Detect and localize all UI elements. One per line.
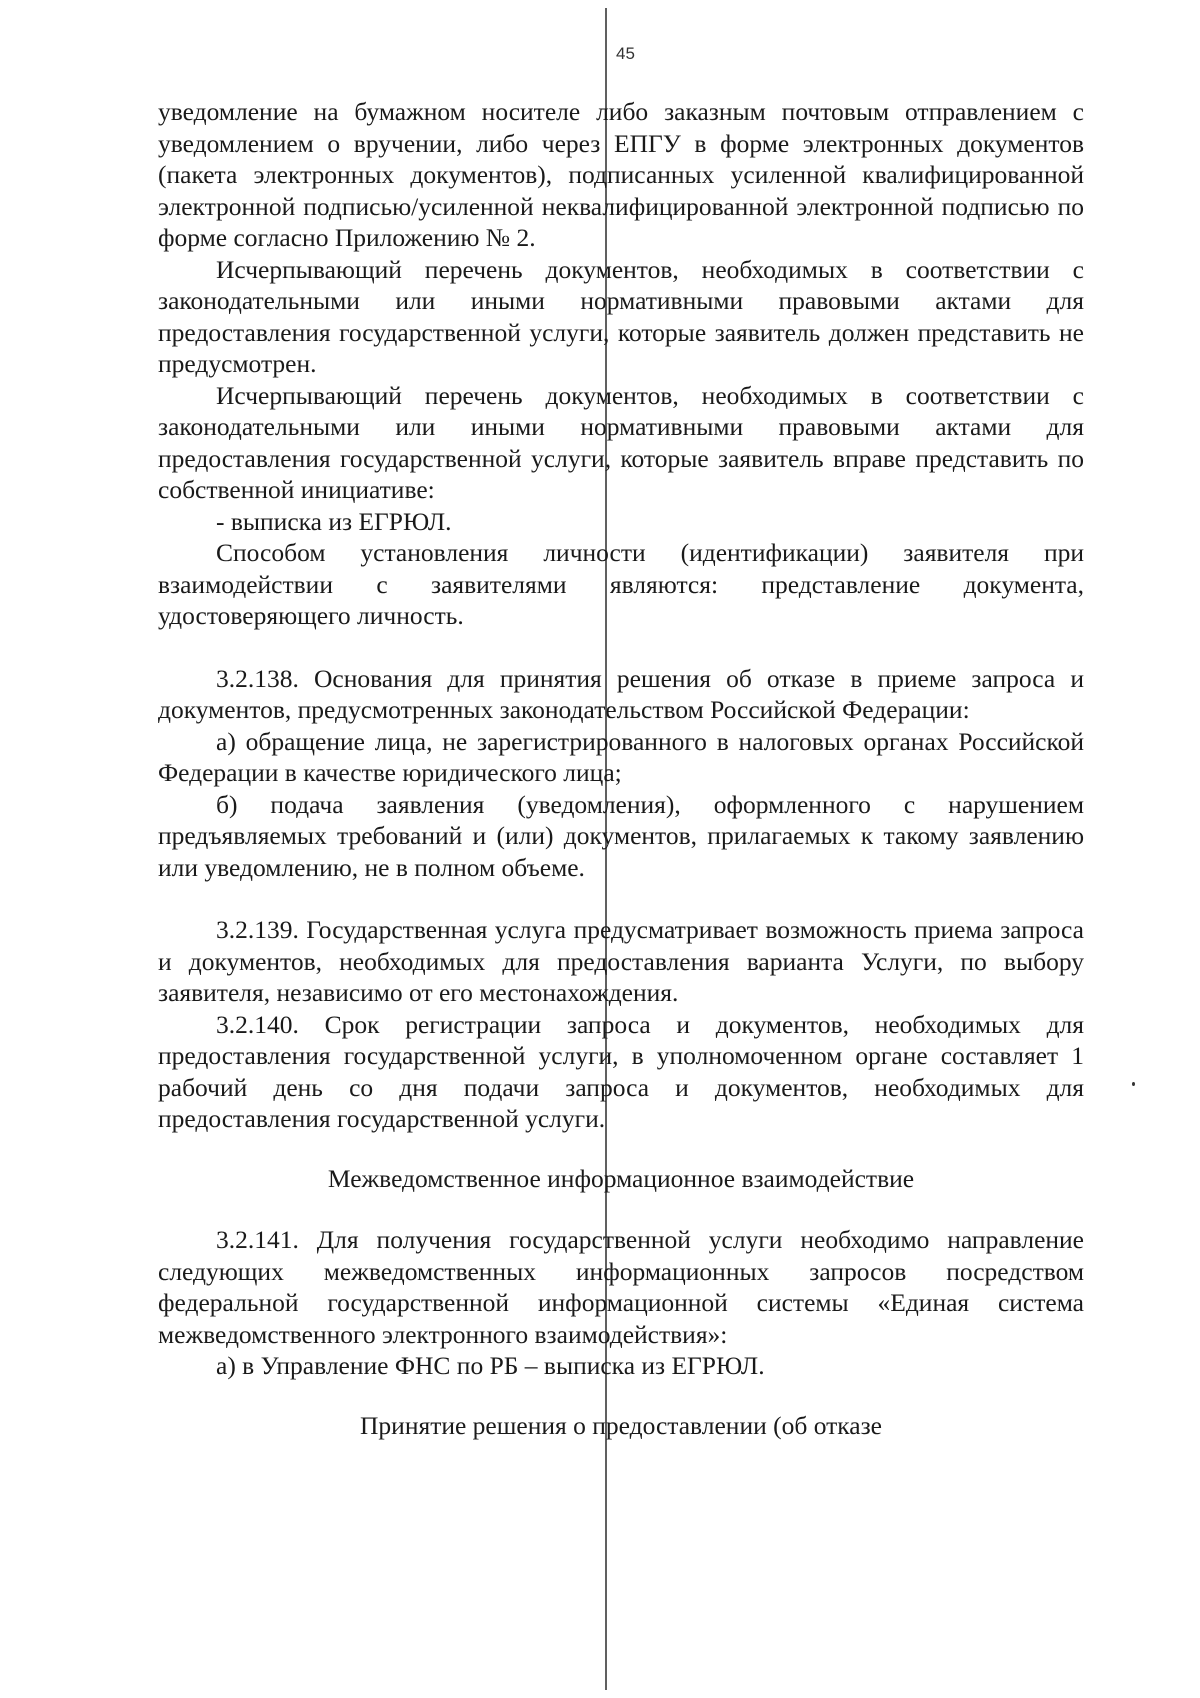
paragraph-3-2-141: 3.2.141. Для получения государственной услуги необходимо направление следующих межведомственных информационных запросов посредством федеральной государственной информационной системы «Единая система межведомственного электронного взаимодействия»: <box>158 1225 1084 1349</box>
paragraph-optional-documents: Исчерпывающий перечень документов, необходимых в соответствии с законодательными или иными нормативными правовыми актами для предоставления государственной услуги, которые заявитель вправе представить по собственной инициативе: <box>158 380 1084 504</box>
list-item-b-refusal: б) подача заявления (уведомления), оформленного с нарушением предъявляемых требований и (или) документов, прилагаемых к такому заявлению или уведомлению, не в полном объеме. <box>158 789 1084 882</box>
list-item-a-refusal: а) обращение лица, не зарегистрированного в налоговых органах Российской Федерации в качестве юридического лица; <box>158 726 1084 787</box>
paragraph-3-2-139: 3.2.139. Государственная услуга предусматривает возможность приема запроса и документов, необходимых для предоставления варианта Услуги, по выбору заявителя, независимо от его местонахождения. <box>158 915 1084 1007</box>
section-heading-interagency: Межведомственное информационное взаимодействие <box>327 1163 915 1193</box>
paragraph-required-documents: Исчерпывающий перечень документов, необходимых в соответствии с законодательными или иными нормативными правовыми актами для предоставления государственной услуги, которые заявитель должен представить не предусмотрен. <box>158 254 1084 378</box>
paragraph-3-2-140: 3.2.140. Срок регистрации запроса и документов, необходимых для предоставления государственной услуги, в уполномоченном органе составляет 1 рабочий день со дня подачи запроса и документов, необходимых для предоставления государственной услуги. <box>158 1009 1084 1133</box>
page-number: 45 <box>616 44 635 63</box>
scan-speck <box>1132 1082 1135 1086</box>
paragraph-notification-methods: уведомление на бумажном носителе либо заказным почтовым отправлением с уведомлением о вручении, либо через ЕПГУ в форме электронных документов (пакета электронных документов), подписанных усиленной квалифицированной электронной подписью/усиленной неквалифицированной электронной подписью по форме согласно Приложению № 2. <box>158 97 1084 252</box>
paragraph-identification: Способом установления личности (идентификации) заявителя при взаимодействии с заявителями являются: представление документа, удостоверяющего личность. <box>158 538 1084 630</box>
list-item-egrul-extract: - выписка из ЕГРЮЛ. <box>216 506 452 536</box>
document-body <box>158 96 1084 1441</box>
list-item-a-fns-request: а) в Управление ФНС по РБ – выписка из ЕГРЮЛ. <box>216 1351 765 1380</box>
section-heading-decision: Принятие решения о предоставлении (об отказе <box>360 1410 882 1440</box>
paragraph-3-2-138: 3.2.138. Основания для принятия решения об отказе в приеме запроса и документов, предусмотренных законодательством Российской Федерации: <box>158 663 1084 724</box>
